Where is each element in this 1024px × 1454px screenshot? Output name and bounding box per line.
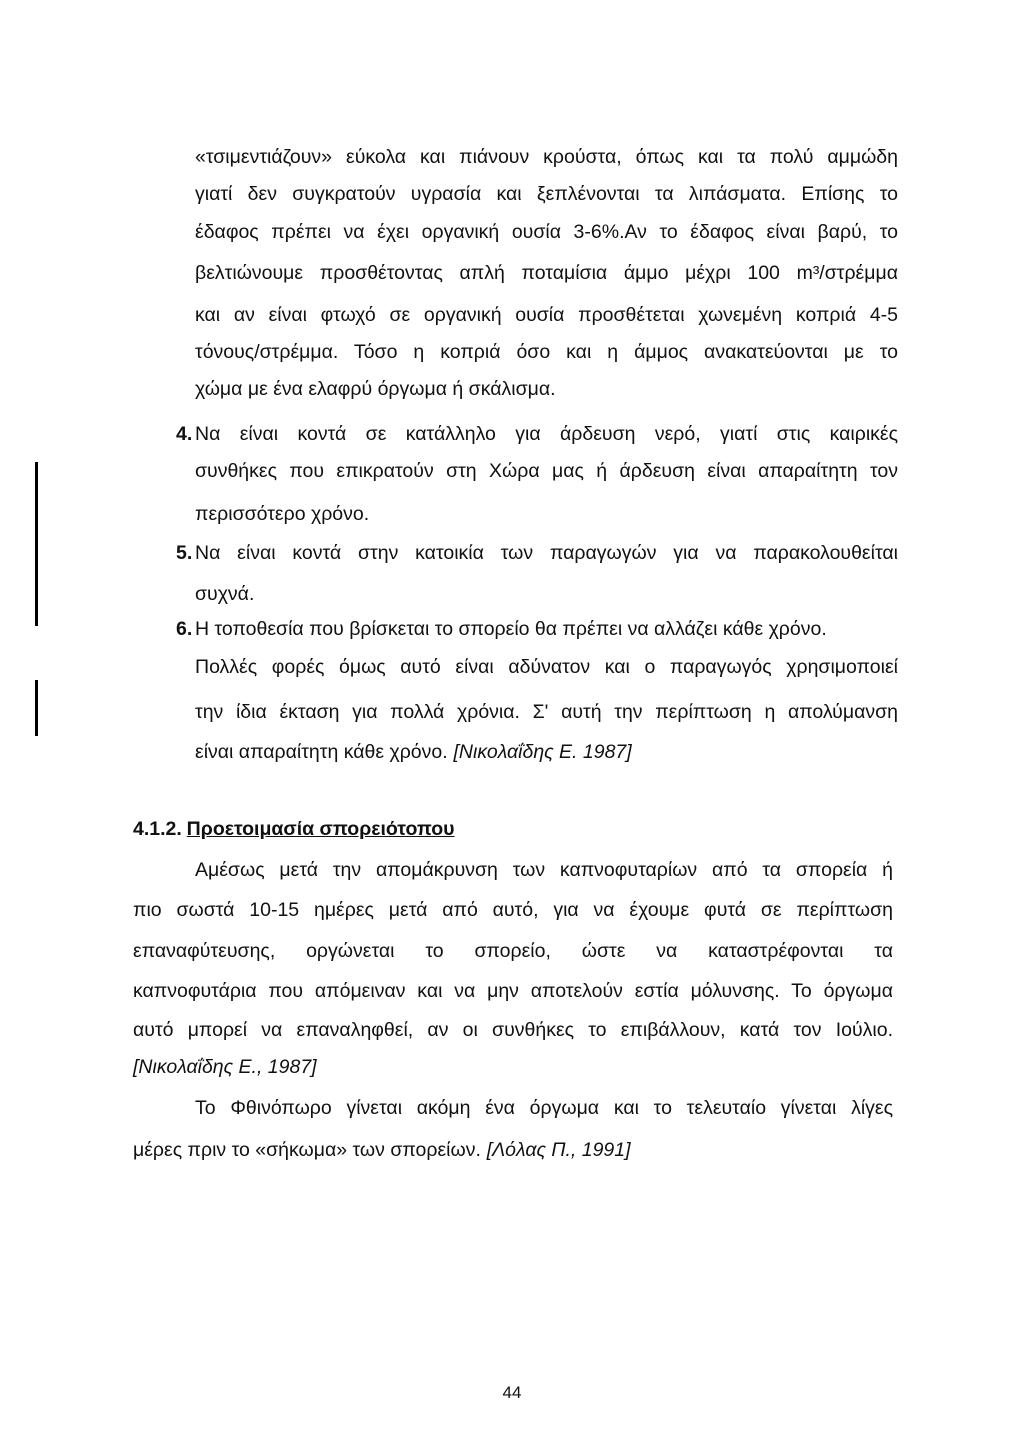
text-line: Αμέσως μετά την απομάκρυνση των καπνοφυταρίων από τα σπορεία ή [195, 859, 893, 881]
text-line: την ίδια έκταση για πολλά χρόνια. Σ' αυτή την περίπτωση η απολύμανση [195, 701, 898, 723]
section-heading [133, 816, 454, 842]
text-line: γιατί δεν συγκρατούν υγρασία και ξεπλένονται τα λιπάσματα. Επίσης το [195, 183, 898, 205]
text-line: τόνους/στρέμμα. Τόσο η κοπριά όσο και η άμμος ανακατεύονται με το [195, 341, 898, 363]
text-line: περισσότερο χρόνο. [195, 503, 370, 525]
text-line-content: μέρες πριν το «σήκωμα» των σπορείων. [133, 1139, 481, 1161]
text-line: συνθήκες που επικρατούν στη Χώρα μας ή άρδευση είναι απαραίτητη τον [195, 460, 898, 482]
list-item-number: 4. [176, 423, 193, 445]
text-line-content: είναι απαραίτητη κάθε χρόνο. [195, 741, 448, 763]
text-line: αυτό μπορεί να επαναληφθεί, αν οι συνθήκες το επιβάλλουν, κατά τον Ιούλιο. [133, 1019, 893, 1041]
text-line: καπνοφυτάρια που απόμειναν και να μην αποτελούν εστία μόλυνσης. Το όργωμα [133, 980, 893, 1002]
text-line: έδαφος πρέπει να έχει οργανική ουσία 3-6%.Αν το έδαφος είναι βαρύ, το [195, 221, 898, 243]
text-line: και αν είναι φτωχό σε οργανική ουσία προσθέτεται χωνεμένη κοπριά 4-5 [195, 304, 898, 326]
text-line: χώμα με ένα ελαφρύ όργωμα ή σκάλισμα. [195, 378, 556, 400]
text-line: «τσιμεντιάζουν» εύκολα και πιάνουν κρούστα, όπως και τα πολύ αμμώδη [195, 146, 898, 168]
text-line: βελτιώνουμε προσθέτοντας απλή ποταμίσια άμμο μέχρι 100 m³/στρέμμα [195, 262, 898, 284]
text-line: συχνά. [195, 583, 255, 605]
citation: [Λόλας Π., 1991] [486, 1139, 631, 1161]
section-number: 4.1.2. [133, 818, 182, 840]
text-line: Να είναι κοντά στην κατοικία των παραγωγών για να παρακολουθείται [195, 542, 898, 564]
text-line: πιο σωστά 10-15 ημέρες μετά από αυτό, για να έχουμε φυτά σε περίπτωση [133, 899, 893, 921]
citation: [Νικολαΐδης Ε. 1987] [453, 741, 632, 763]
margin-bar [35, 680, 38, 736]
section-title: Προετοιμασία σπορειότοπου [186, 818, 455, 840]
text-line: επαναφύτευσης, οργώνεται το σπορείο, ώστε να καταστρέφονται τα [133, 940, 893, 962]
text-line [195, 740, 898, 764]
margin-bar [35, 462, 38, 626]
list-item-number: 5. [176, 542, 193, 564]
text-line: Το Φθινόπωρο γίνεται ακόμη ένα όργωμα και το τελευταίο γίνεται λίγες [195, 1097, 893, 1119]
text-line: Πολλές φορές όμως αυτό είναι αδύνατον και ο παραγωγός χρησιμοποιεί [195, 656, 898, 678]
citation: [Νικολαΐδης Ε., 1987] [133, 1056, 317, 1078]
list-item-number: 6. [176, 618, 193, 640]
text-line: Η τοποθεσία που βρίσκεται το σπορείο θα πρέπει να αλλάζει κάθε χρόνο. [195, 618, 827, 640]
page-number: 44 [502, 1383, 522, 1402]
text-line: Να είναι κοντά σε κατάλληλο για άρδευση νερό, γιατί στις καιρικές [195, 423, 898, 445]
text-line [133, 1138, 893, 1162]
